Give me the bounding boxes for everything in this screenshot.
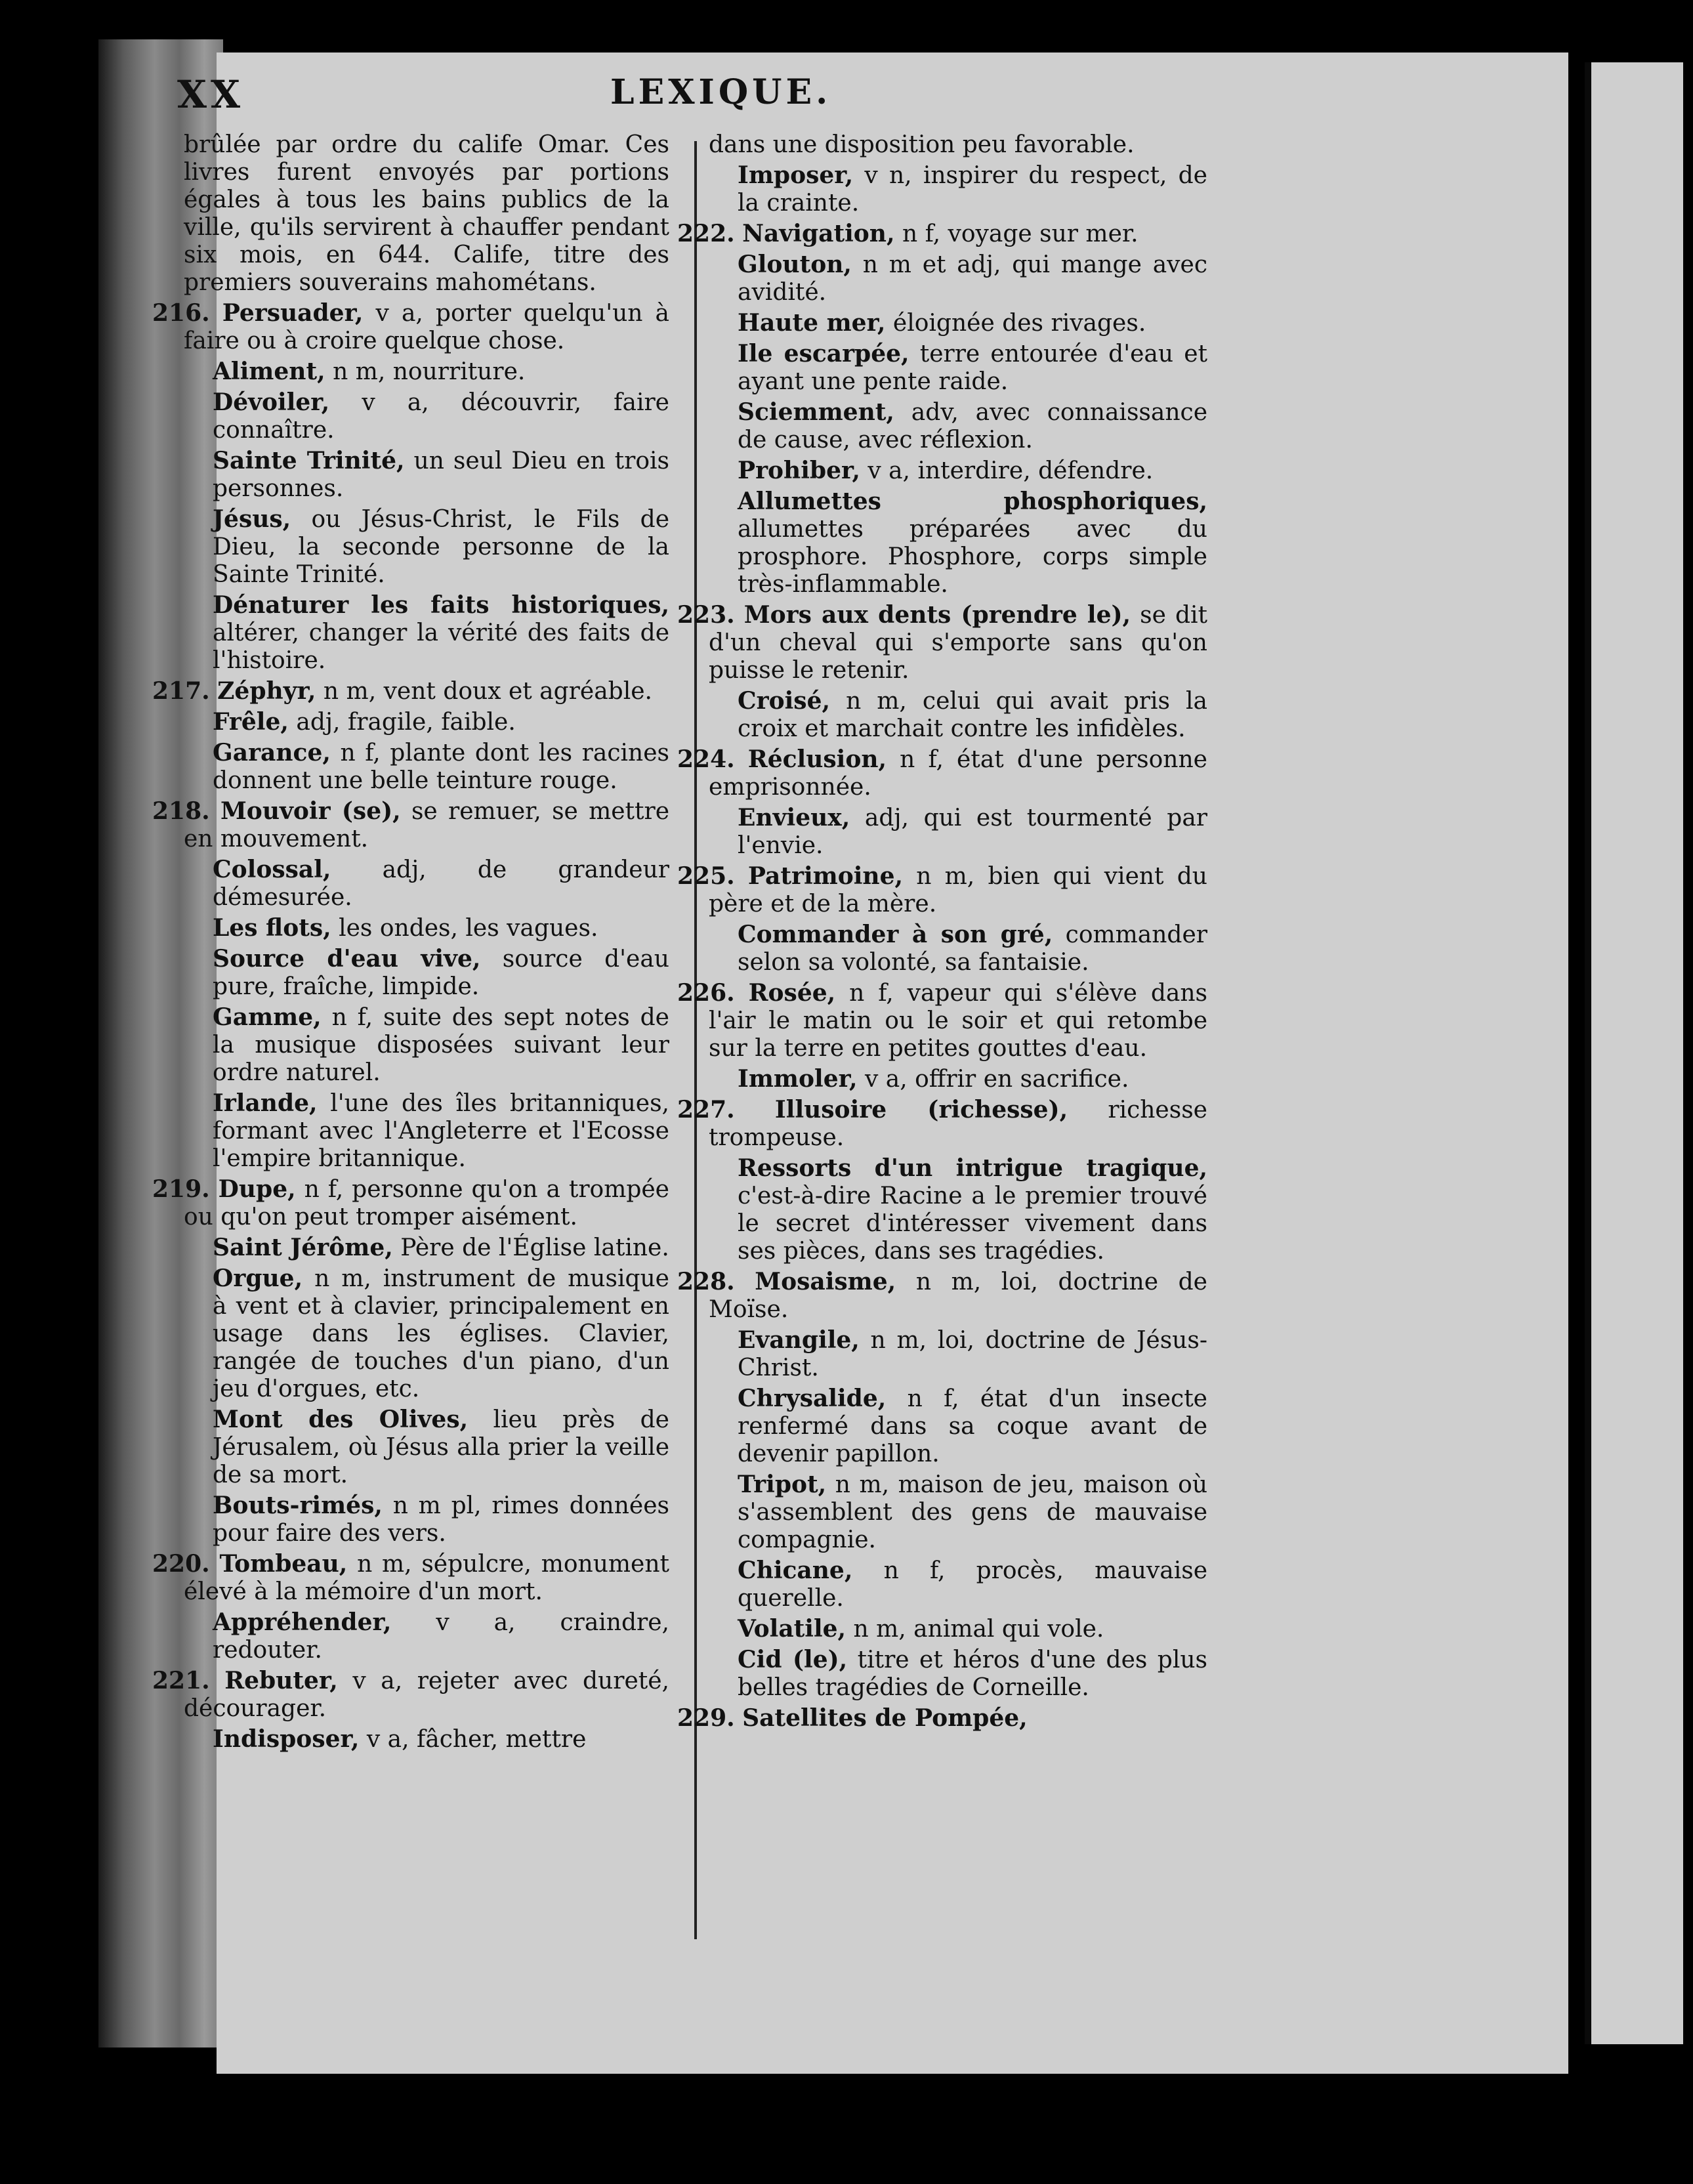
- entry-definition: allumettes préparées avec du prosphore. Phosphore, corps simple très-inflammable.: [738, 516, 1207, 598]
- lexicon-entry: [677, 601, 1207, 684]
- entry-headword: Zéphyr,: [217, 677, 316, 705]
- entry-number: 216.: [152, 299, 210, 327]
- entry-definition: n m, loi, doctrine de Jésus-Christ.: [738, 1327, 1207, 1381]
- entry-definition: adj, fragile, faible.: [296, 709, 516, 736]
- entry-definition: lieu près de Jérusalem, où Jésus alla prier la veille de sa mort.: [213, 1406, 669, 1488]
- lexicon-entry: [709, 1326, 1207, 1382]
- entry-headword: Rosée,: [748, 979, 836, 1007]
- entry-definition: adj, qui est tourmenté par l'envie.: [738, 805, 1207, 859]
- entry-definition: terre entourée d'eau et ayant une pente raide.: [738, 341, 1207, 395]
- entry-headword: Ressorts d'un intrigue tragique,: [738, 1154, 1207, 1182]
- lexicon-entry: [677, 1268, 1207, 1324]
- entry-number: 221.: [152, 1667, 210, 1694]
- column-divider: [694, 141, 697, 1939]
- entry-definition: c'est-à-dire Racine a le premier trouvé le secret d'intéresser vivement dans ses pièces, dans ses tragédies.: [738, 1183, 1207, 1265]
- entry-definition: dans une disposition peu favorable.: [709, 131, 1135, 158]
- entry-definition: v a, découvrir, faire connaître.: [213, 389, 669, 444]
- entry-definition: richesse trompeuse.: [709, 1097, 1207, 1151]
- lexicon-entry: [709, 1065, 1207, 1093]
- entry-definition: brûlée par ordre du calife Omar. Ces livres furent envoyés par portions égales à tous les bains publics de la ville, qu'ils servirent à chauffer pendant six mois, en 644. Calife, titre des premiers souverains mahométans.: [184, 131, 669, 296]
- entry-definition: n f, état d'une personne emprisonnée.: [709, 746, 1207, 801]
- entry-number: 217.: [152, 677, 210, 705]
- entry-headword: Patrimoine,: [747, 862, 904, 890]
- running-title: LEXIQUE.: [610, 72, 832, 112]
- entry-definition: source d'eau pure, fraîche, limpide.: [213, 946, 669, 1000]
- entry-headword: Persuader,: [222, 299, 364, 327]
- entry-definition: n f, personne qu'on a trompée ou qu'on peut tromper aisément.: [184, 1176, 669, 1230]
- entry-headword: Dévoiler,: [213, 388, 330, 416]
- entry-definition: v n, inspirer du respect, de la crainte.: [738, 162, 1207, 217]
- entry-headword: Bouts-rimés,: [213, 1492, 383, 1519]
- entry-headword: Mont des Olives,: [213, 1406, 469, 1433]
- lexicon-entry: [677, 862, 1207, 918]
- lexicon-entry: [184, 1265, 669, 1403]
- entry-definition: v a, craindre, redouter.: [213, 1609, 669, 1664]
- entry-headword: Orgue,: [213, 1265, 303, 1292]
- lexicon-entry: [152, 1175, 669, 1231]
- lexicon-entry: [709, 398, 1207, 454]
- lexicon-entry: [184, 856, 669, 912]
- lexicon-entry: [709, 687, 1207, 743]
- entry-headword: Evangile,: [738, 1326, 860, 1354]
- entry-headword: Sainte Trinité,: [213, 447, 405, 474]
- entry-headword: Rebuter,: [224, 1667, 338, 1694]
- entry-number: 225.: [677, 862, 735, 890]
- lexicon-entry: [709, 161, 1207, 217]
- entry-definition: v a, fâcher, mettre: [366, 1726, 587, 1753]
- left-column: [152, 131, 670, 1756]
- entry-definition: les ondes, les vagues.: [339, 915, 598, 942]
- entry-definition: l'une des îles britanniques, formant avec l'Angleterre et l'Ecosse l'empire britannique.: [213, 1090, 669, 1172]
- entry-headword: Volatile,: [738, 1615, 846, 1643]
- lexicon-entry: [709, 1154, 1207, 1265]
- entry-definition: n m, nourriture.: [333, 358, 526, 385]
- lexicon-entry: [184, 447, 669, 503]
- entry-number: 220.: [152, 1550, 210, 1578]
- entry-headword: Tombeau,: [219, 1550, 348, 1578]
- entry-headword: Dénaturer les faits historiques,: [213, 591, 669, 619]
- entry-definition: se dit d'un cheval qui s'emporte sans qu'on puisse le retenir.: [709, 602, 1207, 684]
- lexicon-entry: [152, 1667, 669, 1723]
- lexicon-entry: [184, 708, 669, 736]
- entry-definition: éloignée des rivages.: [892, 310, 1146, 337]
- entry-definition: adv, avec connaissance de cause, avec réflexion.: [738, 399, 1208, 453]
- lexicon-entry: [709, 457, 1207, 485]
- lexicon-entry: [184, 1406, 669, 1489]
- entry-headword: Prohiber,: [738, 457, 860, 484]
- entry-definition: v a, porter quelqu'un à faire ou à croire quelque chose.: [184, 300, 669, 354]
- entry-headword: Saint Jérôme,: [213, 1234, 393, 1261]
- entry-definition: altérer, changer la vérité des faits de l'histoire.: [213, 620, 669, 674]
- entry-headword: Indisposer,: [213, 1725, 360, 1753]
- entry-headword: Chicane,: [738, 1557, 853, 1584]
- entry-headword: Haute mer,: [738, 309, 886, 337]
- entry-headword: Jésus,: [213, 505, 291, 533]
- entry-definition: n m, vent doux et agréable.: [323, 678, 652, 705]
- lexicon-entry: [677, 220, 1207, 248]
- lexicon-entry: [184, 1089, 669, 1173]
- right-column: [677, 131, 1208, 1735]
- entry-definition: commander selon sa volonté, sa fantaisie.: [738, 921, 1207, 976]
- entry-definition: n f, vapeur qui s'élève dans l'air le matin ou le soir et qui retombe sur la terre en petites gouttes d'eau.: [709, 980, 1208, 1062]
- entry-headword: Navigation,: [742, 220, 895, 247]
- entry-headword: Frêle,: [213, 708, 289, 736]
- lexicon-entry: [677, 1704, 1207, 1732]
- lexicon-entry: [184, 505, 669, 589]
- entry-headword: Immoler,: [738, 1065, 858, 1093]
- entry-definition: n f, suite des sept notes de la musique disposées suivant leur ordre naturel.: [213, 1004, 669, 1086]
- entry-headword: Dupe,: [218, 1175, 296, 1203]
- entry-definition: un seul Dieu en trois personnes.: [213, 448, 670, 502]
- lexicon-entry: [709, 309, 1207, 337]
- entry-headword: Sciemment,: [738, 398, 894, 426]
- entry-definition: n m, celui qui avait pris la croix et marchait contre les infidèles.: [738, 688, 1207, 742]
- entry-headword: Mouvoir (se),: [220, 797, 401, 825]
- lexicon-entry: [709, 1385, 1207, 1468]
- entry-definition: n m, sépulcre, monument élevé à la mémoire d'un mort.: [184, 1551, 669, 1605]
- lexicon-entry: [184, 914, 669, 942]
- entry-definition: n f, voyage sur mer.: [902, 220, 1139, 247]
- entry-definition: n m pl, rimes données pour faire des vers.: [213, 1492, 669, 1547]
- entry-headword: Glouton,: [738, 251, 852, 278]
- lexicon-entry: [677, 1096, 1207, 1152]
- facing-page-edge: [1585, 62, 1683, 2044]
- lexicon-entry: [152, 797, 669, 853]
- lexicon-entry: [677, 979, 1208, 1062]
- lexicon-entry: [184, 1492, 669, 1547]
- lexicon-entry: [709, 131, 1207, 159]
- entry-headword: Cid (le),: [738, 1646, 848, 1673]
- entry-headword: Source d'eau vive,: [213, 945, 481, 973]
- entry-definition: n m, animal qui vole.: [853, 1616, 1104, 1643]
- entry-headword: Gamme,: [213, 1003, 322, 1031]
- entry-number: 226.: [677, 979, 735, 1007]
- entry-number: 224.: [677, 746, 735, 773]
- lexicon-entry: [152, 299, 669, 355]
- entry-headword: Ile escarpée,: [738, 340, 909, 368]
- entry-number: 223.: [677, 601, 735, 629]
- lexicon-entry: [184, 945, 669, 1001]
- lexicon-entry: [709, 1615, 1207, 1643]
- lexicon-entry: [709, 921, 1207, 976]
- lexicon-entry: [709, 1471, 1207, 1554]
- entry-headword: Irlande,: [213, 1089, 318, 1117]
- entry-definition: n m, loi, doctrine de Moïse.: [709, 1269, 1207, 1323]
- entry-headword: Illusoire (richesse),: [774, 1096, 1068, 1124]
- lexicon-entry: [152, 677, 669, 705]
- entry-headword: Allumettes phosphoriques,: [738, 488, 1207, 515]
- entry-definition: ou Jésus-Christ, le Fils de Dieu, la seconde personne de la Sainte Trinité.: [213, 506, 670, 588]
- entry-headword: Garance,: [213, 739, 331, 766]
- entry-definition: n f, procès, mauvaise querelle.: [738, 1557, 1207, 1612]
- entry-headword: Envieux,: [738, 804, 850, 831]
- lexicon-entry: [184, 131, 669, 297]
- entry-definition: n m, maison de jeu, maison où s'assemblent des gens de mauvaise compagnie.: [738, 1471, 1208, 1553]
- lexicon-entry: [184, 1003, 669, 1087]
- entry-definition: Père de l'Église latine.: [400, 1234, 669, 1261]
- entry-number: 222.: [677, 220, 735, 247]
- entry-headword: Satellites de Pompée,: [742, 1704, 1028, 1732]
- lexicon-entry: [709, 340, 1207, 396]
- entry-definition: v a, interdire, défendre.: [867, 457, 1154, 484]
- entry-number: 219.: [152, 1175, 210, 1203]
- lexicon-entry: [184, 358, 669, 386]
- entry-headword: Mors aux dents (prendre le),: [743, 601, 1131, 629]
- entry-number: 218.: [152, 797, 210, 825]
- lexicon-entry: [184, 591, 669, 675]
- lexicon-entry: [709, 1646, 1207, 1702]
- entry-definition: v a, rejeter avec dureté, décourager.: [184, 1668, 669, 1722]
- lexicon-entry: [709, 488, 1207, 598]
- lexicon-entry: [709, 804, 1207, 860]
- entry-definition: n f, plante dont les racines donnent une belle teinture rouge.: [213, 740, 669, 794]
- lexicon-entry: [677, 746, 1207, 801]
- entry-definition: titre et héros d'une des plus belles tragédies de Corneille.: [738, 1647, 1207, 1701]
- entry-definition: v a, offrir en sacrifice.: [864, 1066, 1129, 1093]
- entry-headword: Réclusion,: [747, 746, 887, 773]
- lexicon-entry: [184, 1725, 669, 1754]
- lexicon-entry: [709, 1557, 1207, 1612]
- page-header: [0, 72, 1693, 118]
- lexicon-entry: [709, 251, 1207, 306]
- lexicon-entry: [184, 1234, 669, 1262]
- entry-headword: Croisé,: [738, 687, 831, 715]
- entry-headword: Commander à son gré,: [738, 921, 1053, 948]
- entry-number: 228.: [677, 1268, 735, 1295]
- entry-headword: Tripot,: [738, 1471, 827, 1498]
- entry-definition: se remuer, se mettre en mouvement.: [184, 798, 669, 852]
- entry-headword: Appréhender,: [213, 1608, 392, 1636]
- entry-definition: n m, bien qui vient du père et de la mère.: [709, 863, 1207, 917]
- lexicon-entry: [184, 739, 669, 795]
- entry-headword: Aliment,: [213, 358, 325, 385]
- entry-number: 227.: [677, 1096, 735, 1124]
- entry-headword: Les flots,: [213, 914, 331, 942]
- lexicon-entry: [184, 1608, 669, 1664]
- entry-number: 229.: [677, 1704, 735, 1732]
- entry-definition: n f, état d'un insecte renfermé dans sa coque avant de devenir papillon.: [738, 1385, 1207, 1467]
- entry-headword: Imposer,: [738, 161, 854, 189]
- entry-definition: n m, instrument de musique à vent et à clavier, principalement en usage dans les églises. Clavier, rangée de touches d'un piano, d'un jeu d'orgues, etc.: [213, 1265, 669, 1402]
- entry-headword: Chrysalide,: [738, 1385, 887, 1412]
- page-number: XX: [177, 72, 245, 117]
- lexicon-entry: [184, 388, 669, 444]
- entry-definition: n m et adj, qui mange avec avidité.: [738, 251, 1207, 306]
- entry-headword: Colossal,: [213, 856, 331, 883]
- lexicon-entry: [152, 1550, 669, 1606]
- entry-headword: Mosaisme,: [755, 1268, 896, 1295]
- entry-definition: adj, de grandeur démesurée.: [213, 856, 669, 911]
